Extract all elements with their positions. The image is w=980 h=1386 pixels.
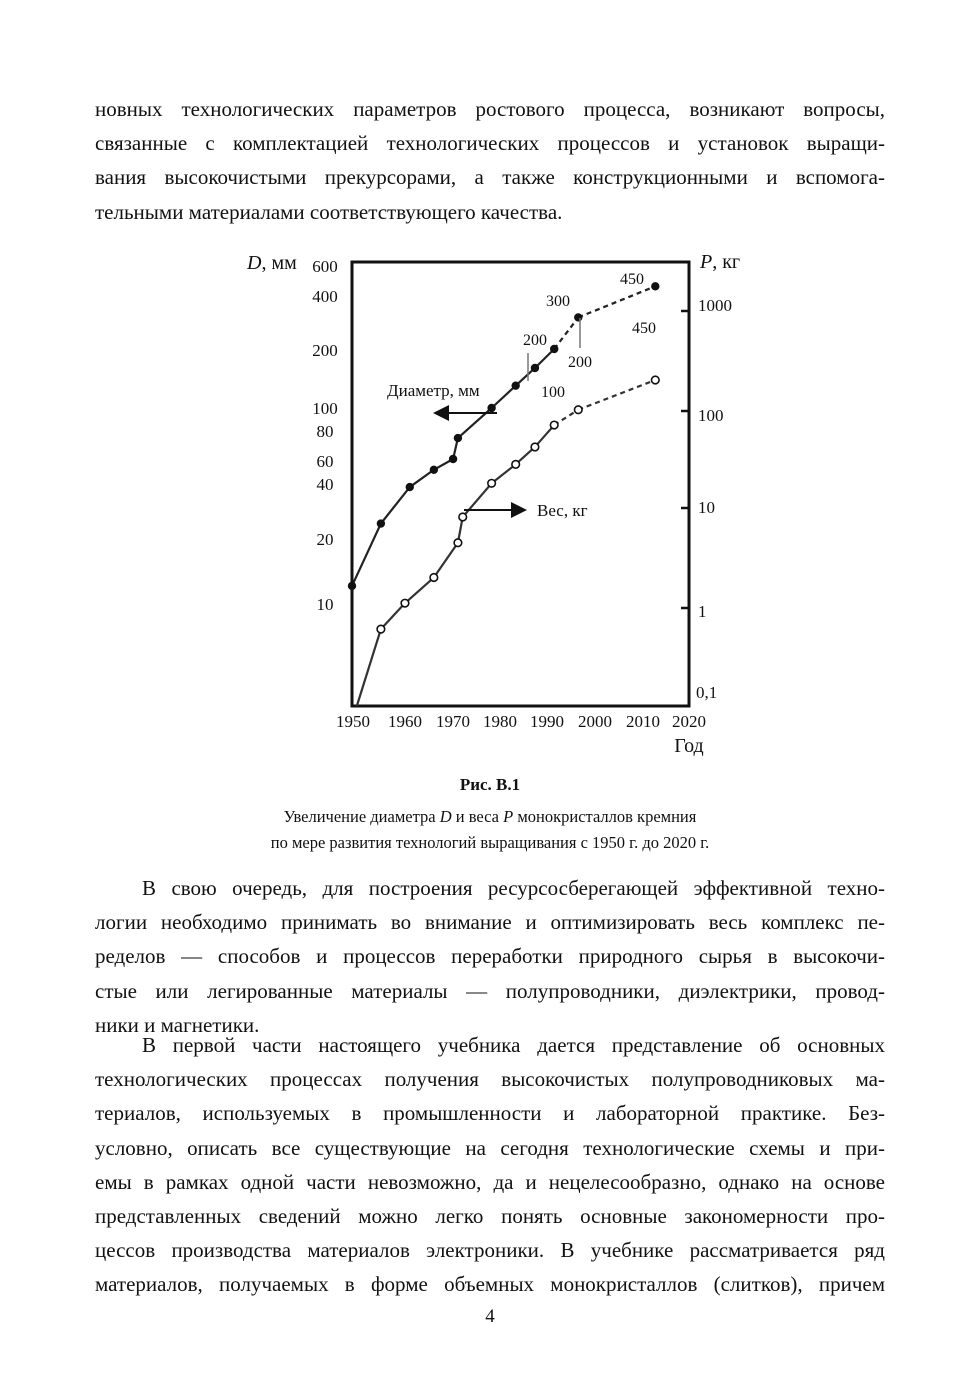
- diameter-point: [406, 484, 413, 491]
- left-axis-title: D, мм: [247, 252, 297, 274]
- x-tick-label: 1980: [483, 712, 517, 731]
- weight-line-segment: [405, 578, 434, 604]
- text-line: В свою очередь, для построения ресурсосберегающей эффективной техно-: [142, 876, 885, 900]
- text-line: связанные с комплектацией технологических процессов и установок выращи-: [95, 131, 885, 156]
- x-tick-label: 1970: [436, 712, 470, 731]
- text-line: ределов — способов и процессов переработки природного сырья в высокочи-: [95, 944, 885, 969]
- annotation-label: 100: [541, 384, 565, 401]
- right-tick-label: 10: [698, 498, 715, 517]
- text-line: стые или легированные материалы — полупроводники, диэлектрики, провод-: [95, 978, 885, 1003]
- diameter-point: [450, 456, 457, 463]
- weight-point: [401, 599, 409, 607]
- diameter-point: [377, 520, 384, 527]
- weight-point: [377, 625, 385, 633]
- left-tick-label: 400: [312, 287, 338, 306]
- weight-line-segment: [578, 380, 655, 410]
- weight-line-segment: [434, 543, 458, 578]
- x-tick-label: 2020: [672, 712, 706, 731]
- x-tick-label: 1960: [388, 712, 422, 731]
- diameter-point: [455, 435, 462, 442]
- diameter-line-segment: [492, 386, 516, 408]
- text-line: материалов, получаемых в форме объемных монокристаллов (слитков), причем: [95, 1272, 885, 1297]
- figure-caption-line1: Увеличение диаметра D и веса P монокристаллов кремния: [283, 807, 697, 826]
- weight-point: [459, 513, 467, 521]
- diameter-point: [652, 283, 659, 290]
- x-tick-label: 1990: [530, 712, 564, 731]
- series-layer: [349, 283, 659, 706]
- paragraph-top: [95, 92, 885, 229]
- annotation-label: 200: [568, 354, 592, 371]
- left-tick-label: 100: [312, 399, 338, 418]
- weight-point: [430, 574, 438, 582]
- left-tick-label: 60: [316, 452, 334, 471]
- text-line: условно, описать все существующие на сегодня технологические схемы и при-: [95, 1135, 885, 1160]
- legend-weight: Вес, кг: [537, 501, 588, 520]
- text-line: логии необходимо принимать во внимание и оптимизировать весь комплекс пе-: [95, 910, 885, 935]
- x-tick-label: 2000: [578, 712, 612, 731]
- figure-caption-line2: по мере развития технологий выращивания с 1950 г. до 2020 г.: [270, 833, 710, 852]
- text-line: технологических процессах получения высокочистых полупроводниковых ма-: [95, 1067, 885, 1092]
- diameter-point: [488, 405, 495, 412]
- diameter-point: [349, 583, 356, 590]
- text-line: цессов производства материалов электроники. В учебнике рассматривается ряд: [95, 1238, 885, 1263]
- annotation-label: 300: [546, 293, 570, 310]
- diameter-point: [512, 382, 519, 389]
- right-tick-label: 100: [698, 406, 724, 425]
- right-tick-label: 0,1: [696, 683, 718, 702]
- legend-diameter: Диаметр, мм: [387, 381, 480, 400]
- annotation-label: 450: [632, 320, 656, 337]
- diameter-point: [430, 466, 437, 473]
- left-tick-label: 200: [312, 341, 338, 360]
- diameter-point: [532, 365, 539, 372]
- text-line: териалов, используемых в промышленности и лабораторной практике. Без-: [95, 1101, 885, 1126]
- text-line: ники и магнетики.: [95, 1012, 260, 1037]
- weight-line-segment: [463, 483, 492, 517]
- weight-line-segment: [381, 603, 405, 629]
- diameter-line-segment: [554, 317, 578, 349]
- diameter-line-segment: [352, 524, 381, 586]
- left-tick-label: 40: [316, 475, 334, 494]
- x-axis-title: Год: [674, 735, 704, 757]
- annotation-label: 450: [620, 271, 644, 288]
- text-line: В первой части настоящего учебника дается представление об основных: [142, 1033, 885, 1057]
- left-tick-label: 20: [316, 530, 334, 549]
- text-line: тельными материалами соответствующего качества.: [95, 199, 563, 224]
- left-tick-label: 600: [312, 257, 338, 276]
- text-line: представленных сведений можно легко понять основные закономерности про-: [95, 1204, 885, 1229]
- right-axis-title: P, кг: [700, 251, 741, 273]
- text-line: емы в рамках одной части невозможно, да и нецелесообразно, однако на основе: [95, 1169, 885, 1194]
- weight-point: [574, 406, 582, 414]
- right-tick-label: 1: [698, 602, 707, 621]
- weight-line-segment: [357, 629, 381, 706]
- diameter-line-segment: [578, 286, 655, 317]
- weight-point: [652, 376, 660, 384]
- text-line: новных технологических параметров ростового процесса, возникают вопросы,: [95, 97, 885, 121]
- weight-point: [531, 443, 539, 451]
- weight-point: [488, 479, 496, 487]
- diameter-line-segment: [381, 487, 410, 523]
- annotation-label: 200: [523, 332, 547, 349]
- x-tick-label: 2010: [626, 712, 660, 731]
- paragraph-mid: [95, 871, 885, 1042]
- page-number: 4: [485, 1306, 495, 1327]
- diameter-line-segment: [410, 470, 434, 487]
- x-tick-label: 1950: [336, 712, 370, 731]
- figure-number: Рис. В.1: [459, 775, 521, 794]
- weight-point: [512, 461, 520, 469]
- left-tick-label: 80: [316, 422, 334, 441]
- text-line: вания высокочистыми прекурсорами, а также конструкционными и вспомога-: [95, 165, 885, 190]
- right-tick-label: 1000: [698, 296, 732, 315]
- paragraph-bottom: [95, 1028, 885, 1302]
- weight-point: [454, 539, 462, 547]
- diameter-point: [551, 346, 558, 353]
- figure-chart: [235, 245, 755, 765]
- left-tick-label: 10: [316, 595, 334, 614]
- weight-point: [550, 421, 558, 429]
